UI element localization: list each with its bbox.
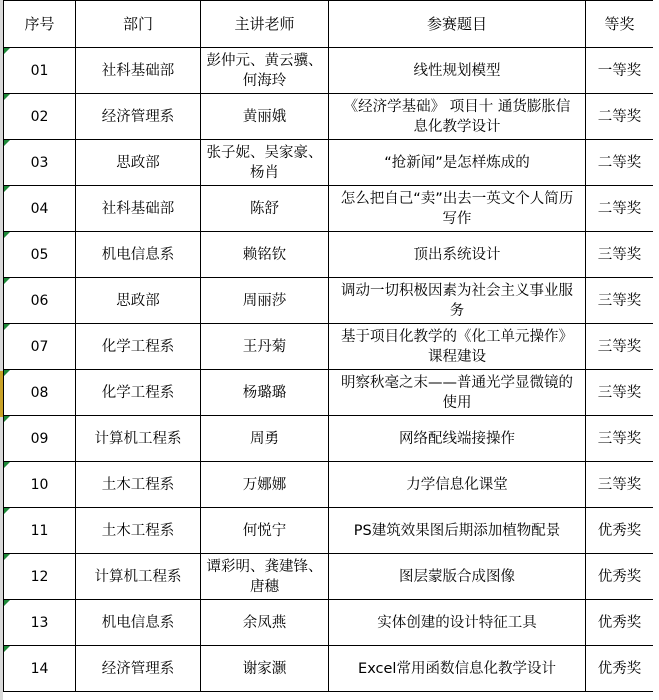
cell-seq[interactable] [4,416,76,462]
cell-dept-text: 机电信息系 [101,246,175,263]
cell-seq[interactable] [4,278,76,324]
cell-topic[interactable] [329,462,586,508]
comment-indicator-icon [4,462,10,468]
cell-seq-text: 01 [30,62,49,79]
cell-award[interactable] [586,186,654,232]
comment-indicator-icon [4,324,10,330]
cell-award-text: 三等奖 [597,338,642,355]
cell-dept-text: 机电信息系 [101,614,175,631]
header-teacher[interactable]: 主讲老师 [201,1,329,48]
cell-topic[interactable] [329,600,586,646]
cell-dept[interactable] [76,416,201,462]
cell-award-text: 优秀奖 [597,522,642,539]
header-award[interactable]: 等奖 [586,1,654,48]
cell-award[interactable] [586,646,654,692]
header-topic[interactable]: 参赛题目 [329,1,586,48]
cell-award-text: 三等奖 [597,384,642,401]
cell-dept[interactable] [76,94,201,140]
cell-dept-text: 社科基础部 [101,200,175,217]
cell-dept-text: 思政部 [116,154,160,171]
table-row [4,94,654,140]
cell-topic[interactable] [329,232,586,278]
cell-teacher-text: 谢家灏 [242,660,287,677]
comment-indicator-icon [4,646,10,652]
cell-teacher-text: 何悦宁 [242,522,287,539]
comment-indicator-icon [4,94,10,100]
cell-teacher-text: 陈舒 [250,200,279,217]
cell-topic[interactable] [329,278,586,324]
table-row [4,278,654,324]
cell-dept[interactable] [76,324,201,370]
cell-award[interactable] [586,140,654,186]
cell-award-text: 优秀奖 [597,568,642,585]
cell-seq-text: 04 [30,200,49,217]
table-row [4,186,654,232]
cell-dept[interactable] [76,462,201,508]
cell-dept-text: 计算机工程系 [94,430,182,447]
cell-topic[interactable] [329,416,586,462]
cell-seq[interactable] [4,554,76,600]
sheet-right-edge [653,0,659,700]
cell-topic[interactable] [329,508,586,554]
cell-teacher[interactable] [201,140,329,186]
cell-topic-text: PS建筑效果图后期添加植物配景 [353,522,561,539]
cell-seq-text: 14 [30,660,49,677]
cell-award[interactable] [586,232,654,278]
cell-award[interactable] [586,508,654,554]
cell-dept-text: 计算机工程系 [94,568,182,585]
table-row [4,48,654,94]
cell-teacher[interactable] [201,462,329,508]
cell-teacher[interactable] [201,600,329,646]
cell-dept[interactable] [76,600,201,646]
cell-award[interactable] [586,600,654,646]
cell-seq-text: 02 [30,108,49,125]
cell-topic-text: 线性规划模型 [413,62,501,79]
cell-dept-text: 化学工程系 [101,338,175,355]
table-row [4,370,654,416]
cell-seq[interactable] [4,646,76,692]
cell-teacher[interactable] [201,186,329,232]
comment-indicator-icon [4,370,10,376]
cell-topic-text: 实体创建的设计特征工具 [377,614,537,631]
cell-seq-text: 12 [30,568,49,585]
cell-dept-text: 思政部 [116,292,160,309]
cell-dept[interactable] [76,232,201,278]
cell-teacher-text: 谭彩明、龚建锋、唐穗 [206,558,323,595]
cell-award-text: 三等奖 [597,430,642,447]
cell-dept[interactable] [76,278,201,324]
cell-seq[interactable] [4,324,76,370]
cell-teacher[interactable] [201,416,329,462]
cell-seq[interactable] [4,48,76,94]
cell-seq-text: 07 [30,338,49,355]
table-row [4,416,654,462]
cell-teacher[interactable] [201,646,329,692]
cell-topic-text: 力学信息化课堂 [406,476,508,493]
cell-seq[interactable] [4,370,76,416]
cell-seq[interactable] [4,186,76,232]
comment-indicator-icon [4,508,10,514]
cell-award[interactable] [586,462,654,508]
cell-seq-text: 06 [30,292,49,309]
cell-topic[interactable] [329,324,586,370]
cell-dept[interactable] [76,370,201,416]
cell-award[interactable] [586,94,654,140]
cell-dept-text: 土木工程系 [101,476,175,493]
cell-dept[interactable] [76,646,201,692]
cell-teacher-text: 余凤燕 [242,614,287,631]
cell-dept[interactable] [76,48,201,94]
cell-award[interactable] [586,416,654,462]
cell-topic[interactable] [329,370,586,416]
cell-seq-text: 08 [30,384,49,401]
comment-indicator-icon [4,554,10,560]
cell-seq[interactable] [4,94,76,140]
cell-seq-text: 13 [30,614,49,631]
cell-teacher[interactable] [201,48,329,94]
cell-award[interactable] [586,278,654,324]
cell-dept[interactable] [76,508,201,554]
cell-dept-text: 土木工程系 [101,522,175,539]
header-dept[interactable]: 部门 [76,1,201,48]
cell-topic-text: 明察秋毫之末——普通光学显微镜的使用 [341,374,573,411]
cell-dept-text: 经济管理系 [101,660,175,677]
comment-indicator-icon [4,232,10,238]
cell-topic-text: Excel常用函数信息化教学设计 [358,660,556,677]
cell-seq-text: 11 [30,522,49,539]
table-row [4,508,654,554]
cell-topic[interactable] [329,186,586,232]
cell-teacher-text: 王丹菊 [242,338,287,355]
cell-seq[interactable] [4,232,76,278]
cell-topic[interactable] [329,48,586,94]
cell-seq-text: 03 [30,154,49,171]
cell-seq-text: 10 [30,476,49,493]
cell-dept[interactable] [76,186,201,232]
cell-teacher-text: 杨璐璐 [242,384,287,401]
cell-award-text: 三等奖 [597,476,642,493]
cell-teacher-text: 张子妮、吴家豪、杨肖 [206,144,323,181]
comment-indicator-icon [4,140,10,146]
cell-topic[interactable] [329,140,586,186]
cell-dept-text: 化学工程系 [101,384,175,401]
cell-topic[interactable] [329,554,586,600]
cell-seq-text: 05 [30,246,49,263]
cell-award-text: 二等奖 [597,108,642,125]
comment-indicator-icon [4,278,10,284]
table-row [4,554,654,600]
cell-topic[interactable] [329,94,586,140]
table-row [4,462,654,508]
cell-topic-text: 顶出系统设计 [413,246,501,263]
cell-teacher[interactable] [201,278,329,324]
comment-indicator-icon [4,600,10,606]
header-seq[interactable]: 序号 [4,1,76,48]
cell-teacher[interactable] [201,554,329,600]
cell-dept-text: 经济管理系 [101,108,175,125]
cell-seq[interactable] [4,462,76,508]
cell-teacher-text: 周丽莎 [242,292,287,309]
table-row [4,140,654,186]
cell-seq[interactable] [4,508,76,554]
cell-topic[interactable] [329,646,586,692]
cell-topic-text: 网络配线端接操作 [399,430,515,447]
cell-award-text: 二等奖 [597,154,642,171]
cell-topic-text: 调动一切积极因素为社会主义事业服务 [341,282,573,319]
cell-teacher[interactable] [201,370,329,416]
cell-award[interactable] [586,370,654,416]
cell-award-text: 优秀奖 [597,660,642,677]
cell-dept-text: 社科基础部 [101,62,175,79]
table-body [4,48,654,692]
cell-teacher-text: 万娜娜 [242,476,287,493]
comment-indicator-icon [4,416,10,422]
cell-seq[interactable] [4,600,76,646]
cell-award[interactable] [586,324,654,370]
cell-award-text: 三等奖 [597,246,642,263]
cell-teacher-text: 黄丽娥 [242,108,287,125]
table-row [4,324,654,370]
cell-topic-text: 《经济学基础》 项目十 通货膨胀信息化教学设计 [343,98,571,135]
cell-award-text: 一等奖 [597,62,642,79]
cell-seq-text: 09 [30,430,49,447]
award-table [3,0,654,692]
comment-indicator-icon [4,48,10,54]
table-row [4,232,654,278]
comment-indicator-icon [4,186,10,192]
cell-teacher-text: 赖铭钦 [242,246,287,263]
cell-award[interactable] [586,554,654,600]
cell-teacher-text: 周勇 [250,430,279,447]
cell-topic-text: 图层蒙版合成图像 [399,568,515,585]
cell-dept[interactable] [76,554,201,600]
cell-teacher[interactable] [201,232,329,278]
cell-teacher[interactable] [201,324,329,370]
cell-teacher-text: 彭仲元、黄云骥、何海玲 [206,52,323,89]
header-row [4,1,654,48]
cell-award-text: 优秀奖 [597,614,642,631]
cell-topic-text: 怎么把自己“卖”出去一英文个人简历写作 [340,190,574,227]
cell-topic-text: 基于项目化教学的《化工单元操作》课程建设 [341,328,573,365]
cell-award[interactable] [586,48,654,94]
table-row [4,600,654,646]
cell-teacher[interactable] [201,508,329,554]
table-row [4,646,654,692]
cell-seq[interactable] [4,140,76,186]
cell-award-text: 三等奖 [597,292,642,309]
cell-topic-text: “抢新闻”是怎样炼成的 [384,154,530,171]
cell-teacher[interactable] [201,94,329,140]
cell-dept[interactable] [76,140,201,186]
cell-award-text: 二等奖 [597,200,642,217]
